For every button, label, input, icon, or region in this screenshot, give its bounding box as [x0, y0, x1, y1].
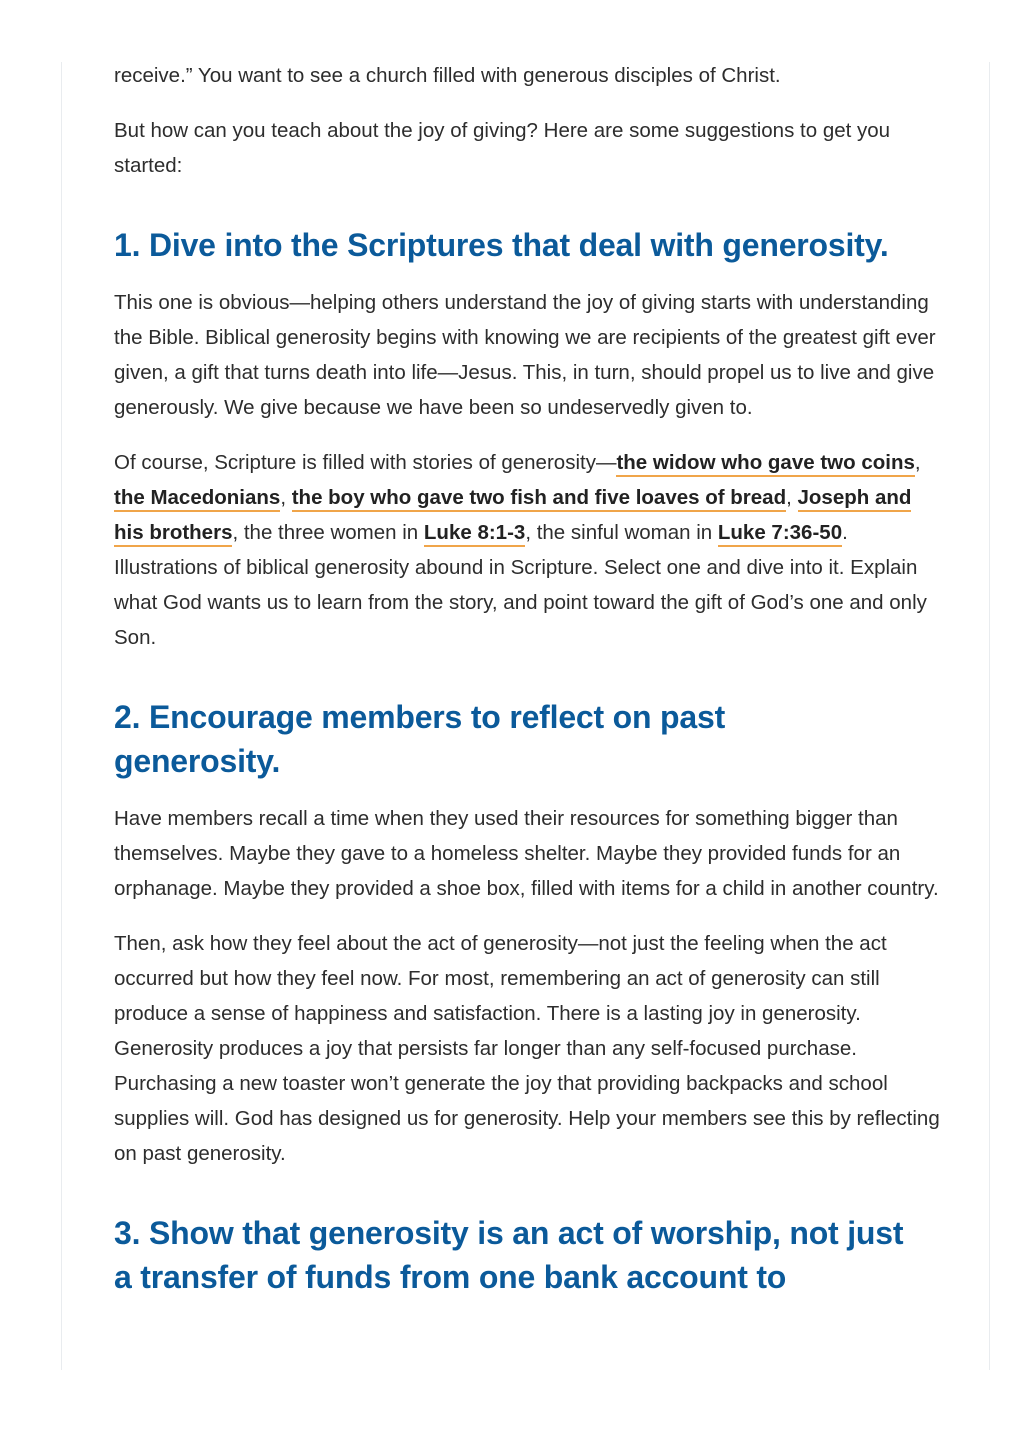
section-2-paragraph-1: Have members recall a time when they used their resources for something bigger than themselves. Maybe they gave to a homeless shelter. Maybe they provided funds for an orphanage. Maybe they provided a shoe box, filled with items for a child in another country.	[114, 807, 939, 900]
section-2-paragraph-2: Then, ask how they feel about the act of generosity—not just the feeling when the act occurred but how they feel now. For most, remembering an act of generosity can still produce a sense of happiness and satisfaction. There is a lasting joy in generosity. Generosity produces a joy that persists far longer than any self-focused purchase. Purchasing a new toaster won’t generate the joy that providing backpacks and school supplies will. God has designed us for generosity. Help your members see this by reflecting on past generosity.	[114, 932, 940, 1165]
section-3-heading: 3. Show that generosity is an act of worship, not just a transfer of funds from one bank account to	[114, 1215, 904, 1295]
text-sinful-woman: , the sinful woman in	[525, 521, 718, 544]
scripture-tail-text: . Illustrations of biblical generosity abound in Scripture. Select one and dive into it. Explain what God wants us to learn from the story, and point toward the gift of God’s one and only Son.	[114, 521, 927, 649]
link-macedonians[interactable]: the Macedonians	[114, 486, 280, 512]
article-body	[114, 58, 944, 1317]
separator: ,	[786, 486, 798, 509]
link-luke-8-1-3[interactable]: Luke 8:1-3	[424, 521, 525, 547]
link-luke-7-36-50[interactable]: Luke 7:36-50	[718, 521, 842, 547]
section-2-heading: 2. Encourage members to reflect on past generosity.	[114, 699, 726, 779]
section-1-heading: 1. Dive into the Scriptures that deal with generosity.	[114, 227, 889, 263]
link-boy-fish-loaves[interactable]: the boy who gave two fish and five loaves of bread	[292, 486, 786, 512]
separator: ,	[280, 486, 292, 509]
text-three-women: , the three women in	[232, 521, 424, 544]
link-joseph-brothers[interactable]: Joseph and his brothers	[114, 486, 911, 547]
section-1-paragraph-2	[114, 445, 944, 655]
scripture-lead-text: Of course, Scripture is filled with stories of generosity—	[114, 451, 617, 474]
intro-question: But how can you teach about the joy of giving? Here are some suggestions to get you started:	[114, 119, 891, 177]
separator: ,	[914, 451, 921, 474]
intro-line: receive.” You want to see a church filled with generous disciples of Christ.	[114, 64, 781, 87]
section-1-paragraph-1: This one is obvious—helping others understand the joy of giving starts with understanding the Bible. Biblical generosity begins with knowing we are recipients of the greatest gift ever given, a gift that turns death into life—Jesus. This, in turn, should propel us to live and give generously. We give because we have been so undeservedly given to.	[114, 291, 936, 419]
link-widow-two-coins[interactable]: the widow who gave two coins	[616, 451, 914, 477]
